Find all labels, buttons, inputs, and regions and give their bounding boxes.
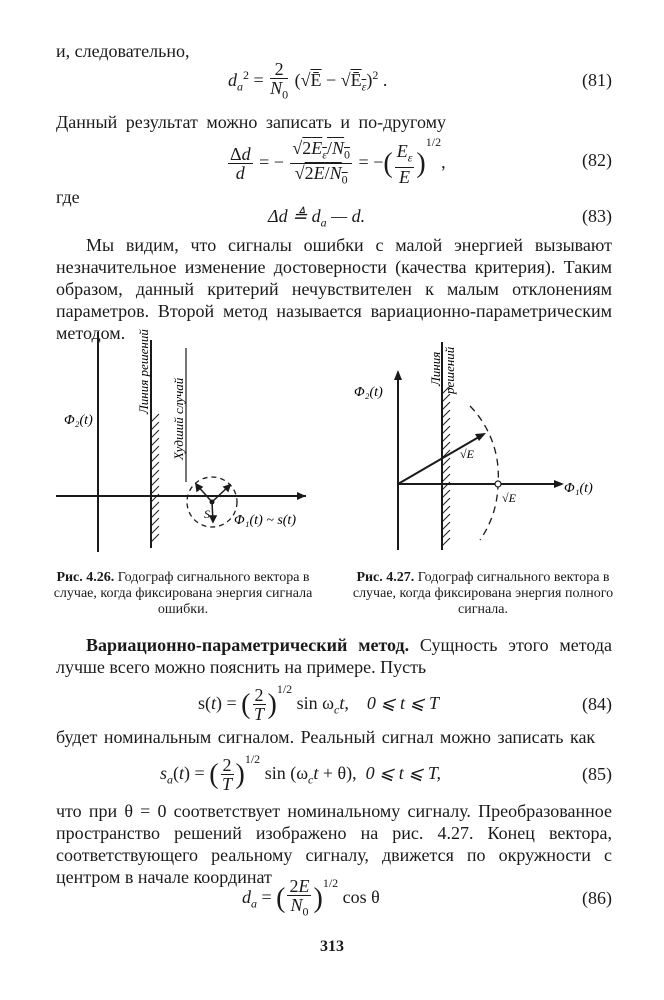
equation-84: s(t) = ( $\frac{2}{T}$ )$^{1/2}$ $\sin \omega_ct$, 0 ⩽ t ⩽ T: [198, 682, 440, 725]
equation-83-body: Δd ≜ d: [268, 206, 321, 226]
paragraph-2: [56, 634, 612, 678]
caption-4-26-text: Годограф сигнального вектора в случае, когда фиксирована энергия сигнала ошибки.: [53, 570, 313, 617]
equation-81: $d_a^2$ = $\frac{2}{N_0}$ (√Ē − $√Ē_\varepsilon)^2$ .: [228, 59, 388, 102]
signal-circle-arc: [470, 406, 498, 540]
fig427-decision-label-2: решений: [442, 346, 457, 394]
fig426-point-label: S: [204, 507, 210, 521]
equation-86: $d_a$ = ( $\frac{2E}{N_0}$ )$^{1/2}$ cos θ: [242, 876, 380, 919]
hatching-4-27: [442, 386, 450, 546]
fig426-x-label: Φ₁(t) ~ s(t): [234, 513, 296, 528]
equation-82: $\frac{\Delta d}{d}$ = − $\frac{√2E_\varepsilon/N_0}{√2E/N_0}$ = −( $\frac{E_\varepsilon}{E}$ )$^{1/2}$,: [230, 135, 446, 187]
equation-83: Δd ≜ $d_a$ — d.: [268, 206, 366, 230]
hatching-4-26: [151, 414, 159, 542]
paragraph-3: что при θ = 0 соответствует номинальному сигналу. Преобразованное пространство решений изображено на рис. 4.27. Конец вектора, соответствующего реальному сигналу, движется по окружности с центром в начале координат: [56, 801, 612, 887]
equation-83-number: (83): [582, 206, 612, 226]
equation-85-range: 0 ⩽ t ⩽ T,: [365, 763, 442, 783]
where-text: где: [56, 187, 80, 207]
caption-4-27-label: Рис. 4.27.: [356, 570, 415, 585]
equation-81-number: (81): [582, 70, 612, 90]
nominal-text: будет номинальным сигналом. Реальный сигнал можно записать как: [56, 727, 596, 747]
fig426-worst-case-label: Худший случай: [171, 377, 186, 460]
fig427-x-label: Φ₁(t): [564, 481, 593, 496]
section-title: Вариационно-параметрический метод.: [86, 635, 410, 655]
page-number: 313: [320, 938, 344, 955]
paragraph-1: Мы видим, что сигналы ошибки с малой энергией вызывают незначительное изменение достоверности (качества критерия). Таким образом, данный критерий нечувствителен к малым отклонениям параметров. Второй метод называется вариационно-параметрическим методом.: [56, 235, 612, 343]
equation-82-number: (82): [582, 150, 612, 170]
equation-84-number: (84): [582, 694, 612, 714]
caption-4-27: [348, 570, 618, 618]
fig427-vector-label: √E: [460, 447, 474, 461]
axis-point-marker: [495, 481, 501, 487]
figure-4-27: [352, 322, 612, 562]
equation-85-number: (85): [582, 764, 612, 784]
fig427-y-label: Φ₂(t): [354, 385, 383, 400]
fig426-decision-label: Линия решений: [136, 329, 151, 414]
equation-83-tail: — d.: [326, 206, 366, 226]
equation-84-range: 0 ⩽ t ⩽ T: [366, 693, 440, 713]
fig427-decision-label-1: Линия: [428, 351, 443, 386]
equation-86-number: (86): [582, 888, 612, 908]
caption-4-26-label: Рис. 4.26.: [56, 570, 115, 585]
intro-text: и, следовательно,: [56, 41, 190, 61]
equation-85: $s_a(t)$ = ( $\frac{2}{T}$ )$^{1/2}$ $\sin (\omega_ct + \theta)$, 0 ⩽ t ⩽ T,: [160, 752, 442, 795]
figure-4-26: [56, 322, 326, 562]
fig427-axis-point-label: √E: [502, 491, 516, 505]
alt-form-text: Данный результат можно записать и по-другому: [56, 112, 447, 132]
fig426-y-label: Φ₂(t): [64, 413, 93, 428]
caption-4-27-text: Годограф сигнального вектора в случае, когда фиксирована энергия полного сигнала.: [352, 570, 614, 617]
paragraph-2-rest: Сущность этого метода лучше всего можно пояснить на примере. Пусть: [56, 635, 612, 677]
caption-4-26: [50, 570, 316, 618]
